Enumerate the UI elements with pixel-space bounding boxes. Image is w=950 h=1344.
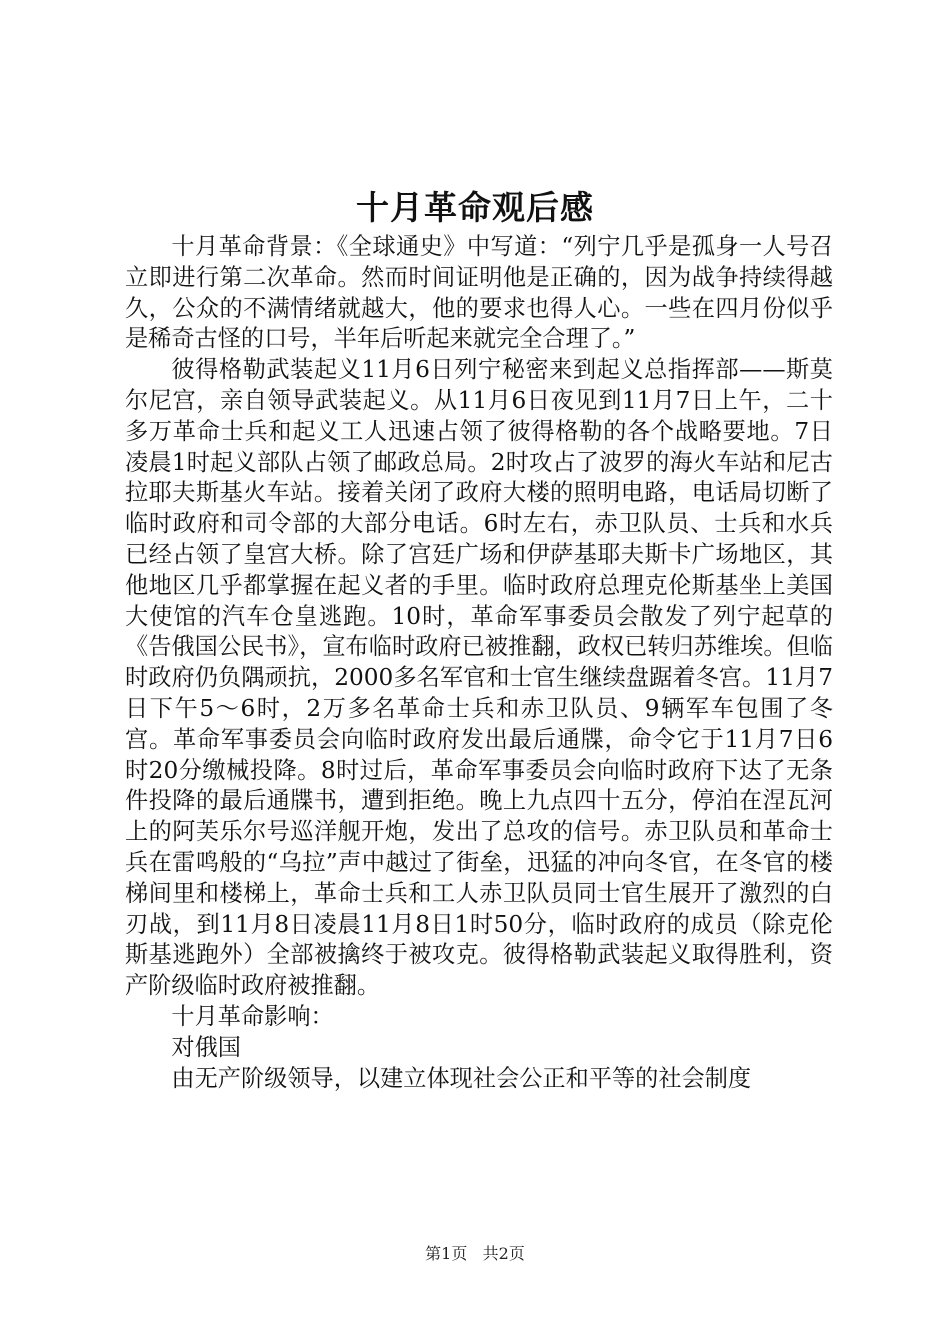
paragraph-russia-subheading: 对俄国 [171, 1033, 241, 1061]
paragraph-russia-text: 由无产阶级领导，以建立体现社会公正和平等的社会制度 [171, 1064, 752, 1092]
document-body [125, 232, 833, 1094]
page-footer [0, 1244, 950, 1264]
paragraph-background: 十月革命背景：《全球通史》中写道：“列宁几乎是孤身一人号召立即进行第二次革命。然而时间证明他是正确的，因为战争持续得越久，公众的不满情绪就越大，他的要求也得人心。一些在四月份似乎是稀奇古怪的口号，半年后听起来就完全合理了。” [125, 233, 833, 353]
page-number: 第1页 [425, 1244, 468, 1263]
page-total: 共2页 [482, 1244, 525, 1263]
document-title: 十月革命观后感 [356, 188, 594, 227]
page-separator [472, 1244, 477, 1263]
paragraph-impact-heading: 十月革命影响： [171, 1002, 334, 1030]
paragraph-uprising: 彼得格勒武装起义11月6日列宁秘密来到起义总指挥部——斯莫尔尼宫，亲自领导武装起义。从11月6日夜见到11月7日上午，二十多万革命士兵和起义工人迅速占领了彼得格勒的各个战略要地。7日凌晨1时起义部队占领了邮政总局。2时攻占了波罗的海火车站和尼古拉耶夫斯基火车站。接着关闭了政府大楼的照明电路，电话局切断了临时政府和司令部的大部分电话。6时左右，赤卫队员、士兵和水兵已经占领了皇宫大桥。除了宫廷广场和伊萨基耶夫斯卡广场地区，其他地区几乎都掌握在起义者的手里。临时政府总理克伦斯基坐上美国大使馆的汽车仓皇逃跑。10时，革命军事委员会散发了列宁起草的《告俄国公民书》，宣布临时政府已被推翻，政权已转归苏维埃。但临时政府仍负隅顽抗，2000多名军官和士官生继续盘踞着冬宫。11月7日下午5～6时，2万多名革命士兵和赤卫队员、9辆军车包围了冬宫。革命军事委员会向临时政府发出最后通牒，命令它于11月7日6时20分缴械投降。8时过后，革命军事委员会向临时政府下达了无条件投降的最后通牒书，遭到拒绝。晚上九点四十五分，停泊在涅瓦河上的阿芙乐尔号巡洋舰开炮，发出了总攻的信号。赤卫队员和革命士兵在雷鸣般的“乌拉”声中越过了街垒，迅猛的冲向冬官，在冬官的楼梯间里和楼梯上，革命士兵和工人赤卫队员同士官生展开了激烈的白刃战，到11月8日凌晨11月8日1时50分，临时政府的成员（除克伦斯基逃跑外）全部被擒终于被攻克。彼得格勒武装起义取得胜利，资产阶级临时政府被推翻。 [125, 356, 833, 1000]
